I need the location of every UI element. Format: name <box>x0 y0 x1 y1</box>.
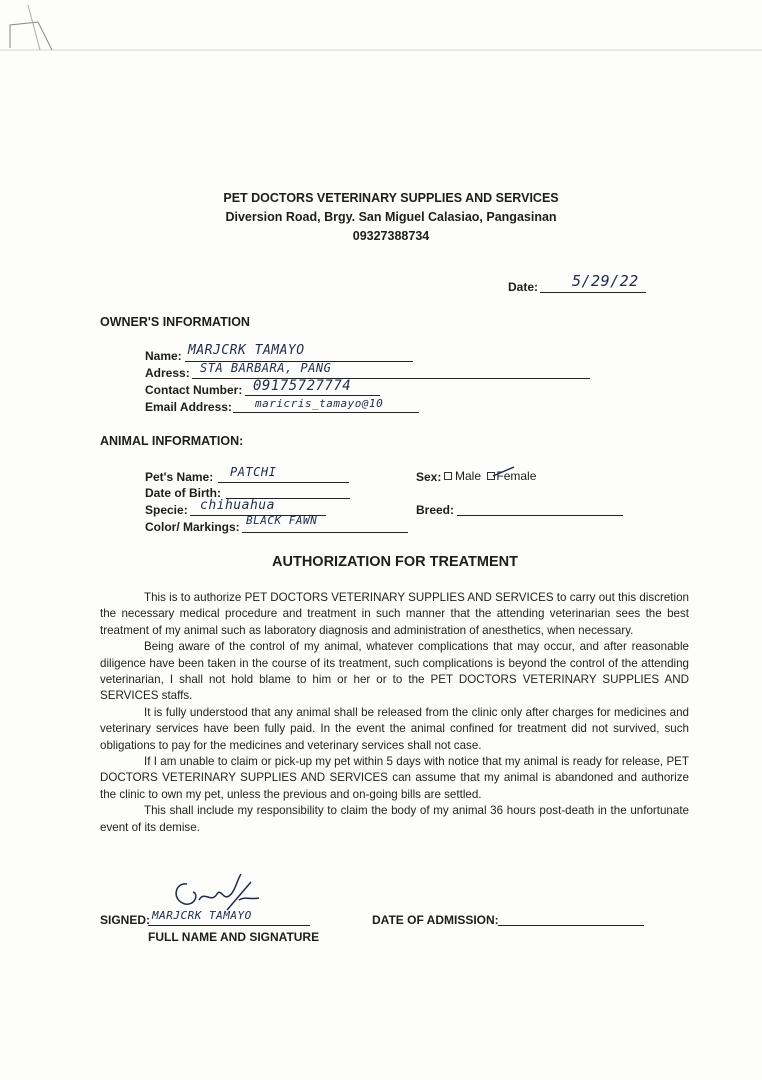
date-of-birth-label: Date of Birth: <box>145 486 221 500</box>
signed-label: SIGNED: <box>100 913 151 927</box>
date-of-admission-label: DATE OF ADMISSION: <box>372 913 499 927</box>
company-name: PET DOCTORS VETERINARY SUPPLIES AND SERVICES <box>223 191 559 205</box>
signed-line <box>148 925 310 926</box>
owner-address-label: Adress: <box>145 366 190 380</box>
owner-address-value[interactable]: STA BARBARA, PANG <box>200 361 332 375</box>
contact-number-label: Contact Number: <box>145 383 243 397</box>
company-address: Diversion Road, Brgy. San Miguel Calasiao, Pangasinan <box>225 210 557 224</box>
color-markings-line <box>242 532 408 533</box>
sex-male-checkbox[interactable] <box>444 472 452 480</box>
authorization-body <box>100 590 689 836</box>
authorization-title: AUTHORIZATION FOR TREATMENT <box>272 554 518 570</box>
pet-name-line <box>218 482 349 483</box>
authorization-paragraph: It is fully understood that any animal shall be released from the clinic only after charges for medicines and veterinary services have been fully paid. In the event the animal confined for treatment did not survived, such obligations to pay for the medicines and veterinary services shall not case. <box>100 705 689 752</box>
scan-edge-artifact <box>0 0 762 60</box>
sex-options <box>444 469 536 483</box>
pet-name-label: Pet's Name: <box>145 470 214 484</box>
email-address-value[interactable]: maricris_tamayo@10 <box>255 397 384 410</box>
owner-address-line <box>192 378 590 379</box>
female-check-mark <box>492 466 520 480</box>
owner-name-value[interactable]: MARJCRK TAMAYO <box>188 343 305 358</box>
signed-name-value[interactable]: MARJCRK TAMAYO <box>152 909 252 922</box>
date-of-admission-line <box>498 925 644 926</box>
specie-label: Specie: <box>145 503 188 517</box>
authorization-paragraph: Being aware of the control of my animal, whatever complications that may occur, and after reasonable diligence have been taken in the course of its treatment, such complications is beyond the control of the attending veterinarian, I shall not hold blame to him or her or to the PET DOCTORS VETERINARY SUPPLIES AND SERVICES staffs. <box>100 640 689 703</box>
color-markings-label: Color/ Markings: <box>145 520 240 534</box>
date-line <box>540 292 646 293</box>
email-address-line <box>233 412 419 413</box>
contact-number-line <box>245 395 380 396</box>
email-address-label: Email Address: <box>145 400 232 414</box>
authorization-paragraph: This is to authorize PET DOCTORS VETERINARY SUPPLIES AND SERVICES to carry out this discretion the necessary medical procedure and treatment in such manner that the attending veterinarian sees the best treatment of my animal such as laboratory diagnosis and administration of anesthetics, when necessary. <box>100 591 689 637</box>
owner-section-title: OWNER'S INFORMATION <box>100 315 250 329</box>
owner-name-label: Name: <box>145 349 182 363</box>
authorization-paragraph: If I am unable to claim or pick-up my pet within 5 days with notice that my animal is ready for release, PET DOCTORS VETERINARY SUPPLIES AND SERVICES can assume that my animal is abandoned and authorize the clinic to own my pet, unless the previous and on-going bills are settled. <box>100 755 689 801</box>
authorization-paragraph: This shall include my responsibility to claim the body of my animal 36 hours post-death in the unfortunate event of its demise. <box>100 804 689 834</box>
sex-male-label: Male <box>455 469 482 483</box>
contact-number-value[interactable]: 09175727774 <box>253 378 352 394</box>
breed-label: Breed: <box>416 503 455 517</box>
sex-label: Sex: <box>416 470 442 484</box>
color-markings-value[interactable]: BLACK FAWN <box>246 514 318 527</box>
breed-line <box>457 515 623 516</box>
company-phone: 09327388734 <box>352 229 430 243</box>
animal-section-title: ANIMAL INFORMATION: <box>100 434 244 448</box>
specie-value[interactable]: chihuahua <box>200 498 275 513</box>
pet-name-value[interactable]: PATCHI <box>230 465 277 479</box>
sex-female-label: Female <box>496 469 537 483</box>
date-label: Date: <box>508 280 539 294</box>
signature-caption: FULL NAME AND SIGNATURE <box>148 930 320 944</box>
date-value[interactable]: 5/29/22 <box>572 272 639 290</box>
